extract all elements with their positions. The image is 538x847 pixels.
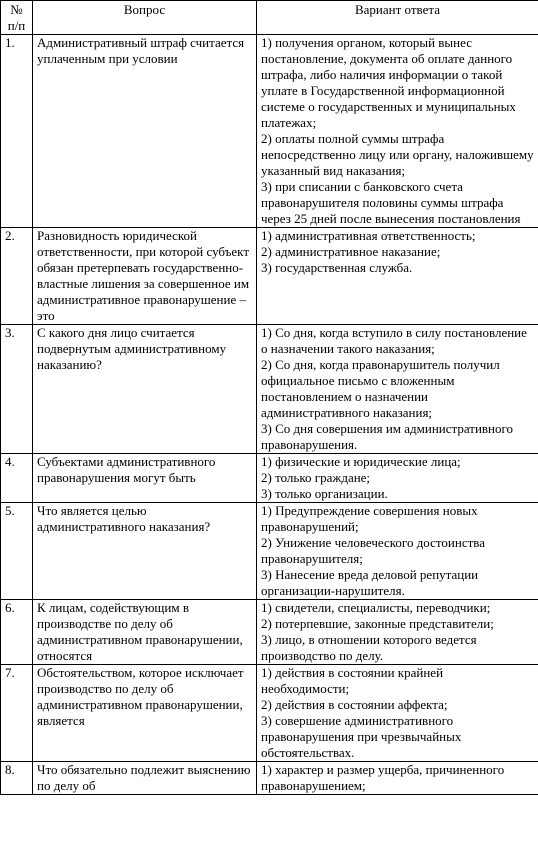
row-number: 3. — [1, 325, 33, 454]
row-number: 7. — [1, 665, 33, 762]
answer-option: 3) совершение административного правонарушения при чрезвычайных обстоятельствах. — [261, 713, 462, 760]
answer-option: 3) лицо, в отношении которого ведется производство по делу. — [261, 632, 477, 663]
table-row — [1, 325, 538, 454]
table-row — [1, 665, 538, 762]
header-answer: Вариант ответа — [257, 1, 538, 35]
answer-option: 3) только организации. — [261, 486, 388, 501]
answer-option: 1) Со дня, когда вступило в силу постановление о назначении такого наказания; — [261, 325, 527, 356]
answer-options — [257, 228, 538, 325]
question-text: С какого дня лицо считается подвернутым административному наказанию? — [33, 325, 257, 454]
answer-options — [257, 325, 538, 454]
answer-option: 1) получения органом, который вынес постановление, документа об оплате данного штрафа, либо наличия информации о такой уплате в Государственной информационной системе о государственных и муниципальных платежах; — [261, 35, 516, 130]
answer-options — [257, 35, 538, 228]
answer-option: 1) административная ответственность; — [261, 228, 476, 243]
answer-option: 2) только граждане; — [261, 470, 371, 485]
row-number: 2. — [1, 228, 33, 325]
answer-options — [257, 665, 538, 762]
answer-option: 2) действия в состоянии аффекта; — [261, 697, 448, 712]
answer-options — [257, 762, 538, 795]
header-question: Вопрос — [33, 1, 257, 35]
answer-option: 1) Предупреждение совершения новых правонарушений; — [261, 503, 478, 534]
answer-option: 3) государственная служба. — [261, 260, 413, 275]
table-row — [1, 35, 538, 228]
answer-options — [257, 503, 538, 600]
table-row — [1, 600, 538, 665]
answer-option: 3) Со дня совершения им административного правонарушения. — [261, 421, 514, 452]
row-number: 6. — [1, 600, 33, 665]
question-text: Административный штраф считается уплаченным при условии — [33, 35, 257, 228]
row-number: 4. — [1, 454, 33, 503]
answer-option: 2) потерпевшие, законные представители; — [261, 616, 494, 631]
table-header-row — [1, 1, 538, 35]
header-num: № п/п — [1, 1, 33, 35]
question-text: Субъектами административного правонарушения могут быть — [33, 454, 257, 503]
question-text: Что является целью административного наказания? — [33, 503, 257, 600]
table-row — [1, 454, 538, 503]
question-text: Что обязательно подлежит выяснению по делу об — [33, 762, 257, 795]
answer-option: 1) действия в состоянии крайней необходимости; — [261, 665, 444, 696]
answer-option: 1) физические и юридические лица; — [261, 454, 461, 469]
question-text: Разновидность юридической ответственности, при которой субъект обязан претерпевать государственно-властные лишения за совершенное им административное правонарушение – это — [33, 228, 257, 325]
answer-options — [257, 600, 538, 665]
question-text: Обстоятельством, которое исключает производство по делу об административном правонарушении, является — [33, 665, 257, 762]
answer-option: 3) Нанесение вреда деловой репутации организации-нарушителя. — [261, 567, 479, 598]
row-number: 8. — [1, 762, 33, 795]
table-row — [1, 228, 538, 325]
question-text: К лицам, содействующим в производстве по делу об административном правонарушении, относятся — [33, 600, 257, 665]
answer-options — [257, 454, 538, 503]
row-number: 1. — [1, 35, 33, 228]
answer-option: 3) при списании с банковского счета правонарушителя половины суммы штрафа через 25 дней после вынесения постановления — [261, 179, 521, 226]
table-body — [1, 35, 538, 795]
answer-option: 2) оплаты полной суммы штрафа непосредственно лицу или органу, наложившему указанный вид наказания; — [261, 131, 534, 178]
table-row — [1, 762, 538, 795]
answer-option: 2) административное наказание; — [261, 244, 441, 259]
table-row — [1, 503, 538, 600]
answer-option: 2) Унижение человеческого достоинства правонарушителя; — [261, 535, 486, 566]
row-number: 5. — [1, 503, 33, 600]
answer-option: 2) Со дня, когда правонарушитель получил официальное письмо с вложенным постановлением о назначении административного наказания; — [261, 357, 500, 420]
answer-option: 1) характер и размер ущерба, причиненного правонарушением; — [261, 762, 505, 793]
answer-option: 1) свидетели, специалисты, переводчики; — [261, 600, 491, 615]
